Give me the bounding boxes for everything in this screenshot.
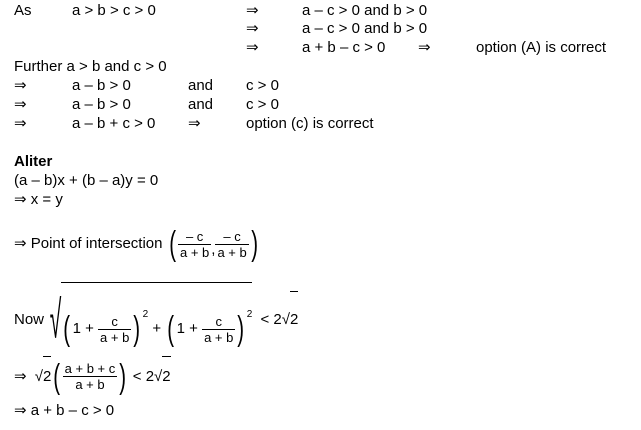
- row-3-right: option (c) is correct: [246, 115, 374, 132]
- root-two: 2: [290, 291, 298, 348]
- row-1-sym: ⇒: [14, 77, 27, 94]
- one-plus: 1 +: [176, 320, 198, 338]
- row-3-sym: ⇒: [14, 115, 27, 132]
- less-than: <: [132, 367, 142, 385]
- denominator: a + b: [179, 244, 210, 260]
- plus-sign: +: [152, 320, 162, 338]
- right-paren: ): [250, 225, 258, 264]
- numerator: – c: [223, 228, 241, 244]
- sqrt-sign: √: [281, 310, 290, 328]
- implies-symbol: ⇒: [246, 20, 259, 37]
- implies-symbol: ⇒: [246, 2, 259, 19]
- now-inequality: [14, 282, 298, 357]
- two-coef: 2: [145, 367, 155, 385]
- root-two: 2: [43, 356, 51, 397]
- option-a-result: option (A) is correct: [476, 39, 607, 56]
- c-over-ab: [98, 314, 131, 345]
- root-two: 2: [162, 356, 170, 397]
- as-label: As: [14, 2, 32, 19]
- poi-fraction-x: [178, 229, 211, 260]
- paren-close: ): [133, 310, 141, 349]
- abc-over-ab: [63, 361, 118, 392]
- result-line-1: a – c > 0 and b > 0: [302, 2, 428, 19]
- paren-close: ): [119, 357, 127, 396]
- numerator: – c: [185, 228, 204, 244]
- denominator: a + b: [217, 244, 247, 260]
- point-of-intersection-line: [14, 224, 260, 270]
- denominator: a + b: [204, 329, 234, 345]
- implies-symbol: ⇒: [246, 39, 259, 56]
- left-paren: (: [168, 225, 176, 264]
- row-3-left: a – b + c > 0: [72, 115, 156, 132]
- numerator: a + b + c: [64, 361, 116, 376]
- denominator: a + b: [63, 376, 118, 392]
- row-1-right: c > 0: [246, 77, 279, 94]
- implies-symbol: ⇒: [14, 367, 27, 385]
- c-over-ab: [202, 314, 235, 345]
- row-1-left: a – b > 0: [72, 77, 131, 94]
- comma: ,: [211, 241, 216, 258]
- row-1-mid: and: [188, 77, 214, 94]
- equation-line: (a – b)x + (b – a)y = 0: [14, 172, 159, 189]
- further-line: Further a > b and c > 0: [14, 58, 167, 75]
- condition-text: a > b > c > 0: [72, 2, 156, 19]
- one-plus: 1 +: [72, 320, 94, 338]
- final-result: ⇒ a + b – c > 0: [14, 402, 115, 419]
- row-2-right: c > 0: [246, 96, 279, 113]
- numerator: c: [111, 313, 118, 329]
- paren-close: ): [237, 310, 245, 349]
- sqrt-sign: √: [34, 367, 43, 385]
- result-line-3: a + b – c > 0: [302, 39, 386, 56]
- radicand: [61, 282, 252, 357]
- x-equals-y: ⇒ x = y: [14, 191, 63, 208]
- paren-open: (: [53, 357, 61, 396]
- sqrt-sign: √: [154, 367, 163, 385]
- row-2-mid: and: [188, 96, 214, 113]
- square-exponent: 2: [246, 309, 253, 320]
- numerator: c: [215, 313, 222, 329]
- aliter-heading: Aliter: [14, 153, 53, 170]
- now-label: Now: [14, 310, 45, 328]
- sqrt2-inequality: [14, 356, 171, 397]
- row-2-left: a – b > 0: [72, 96, 131, 113]
- paren-open: (: [63, 310, 71, 349]
- sqrt-sign: √: [49, 289, 62, 349]
- row-2-sym: ⇒: [14, 96, 27, 113]
- two-coef: 2: [273, 310, 282, 328]
- implies-symbol: ⇒: [418, 39, 431, 56]
- poi-fraction-y: [215, 229, 248, 260]
- paren-open: (: [167, 310, 175, 349]
- square-exponent: 2: [142, 309, 149, 320]
- less-than: <: [260, 310, 270, 328]
- denominator: a + b: [100, 329, 130, 345]
- row-3-mid: ⇒: [188, 115, 201, 132]
- result-line-2: a – c > 0 and b > 0: [302, 20, 428, 37]
- poi-label: ⇒ Point of intersection: [14, 235, 163, 253]
